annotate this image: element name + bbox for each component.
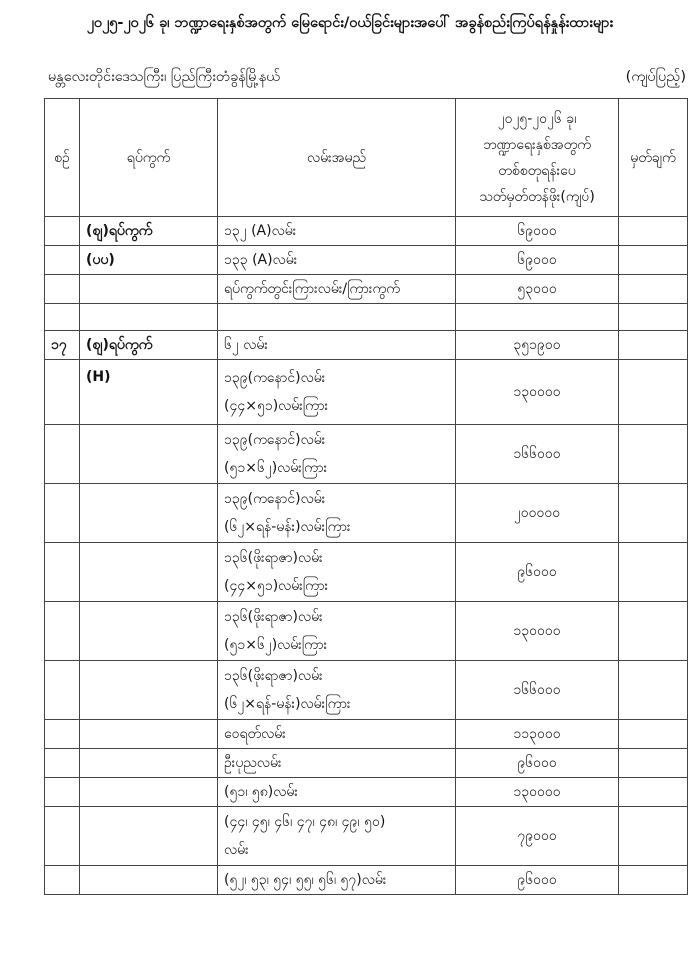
street-line: (၆၂×ရန်-မန်း)လမ်းကြား <box>224 696 351 712</box>
cell-no <box>45 425 80 484</box>
cell-no <box>45 661 80 720</box>
cell-street <box>218 425 456 484</box>
street-line: လမ်း <box>224 842 249 858</box>
cell-no <box>45 749 80 778</box>
cell-quarter: (ပပ) <box>80 246 218 275</box>
cell-no <box>45 778 80 807</box>
table-row <box>45 425 688 484</box>
cell-quarter: (စျ)ရပ်ကွက် <box>80 331 218 360</box>
table-row <box>45 807 688 866</box>
cell-rate: ၁၃၀၀၀၀ <box>456 602 619 661</box>
table-row <box>45 304 688 331</box>
header-rate-line: ဘဏ္ဍာရေးနှစ်အတွက် <box>483 136 591 153</box>
header-quarter: ရပ်ကွက် <box>80 99 218 217</box>
header-rate-line: သတ်မှတ်တန်ဖိုး(ကျပ်) <box>479 188 595 205</box>
cell-remark <box>619 425 688 484</box>
cell-rate: ၂၀၀၀၀၀ <box>456 484 619 543</box>
cell-no <box>45 720 80 749</box>
cell-rate: ၁၆၆၀၀၀ <box>456 661 619 720</box>
subheading <box>48 68 686 89</box>
cell-no <box>45 543 80 602</box>
cell-quarter <box>80 304 218 331</box>
table-row <box>45 275 688 304</box>
street-line: ၁၃၆(ဖိုးရာဇာ)လမ်း <box>224 609 323 625</box>
street-line: (၄၄×၅၁)လမ်းကြား <box>224 578 329 594</box>
cell-street <box>218 360 456 425</box>
cell-no <box>45 275 80 304</box>
street-line: ၁၃၉(ကနောင်)လမ်း <box>224 491 326 507</box>
unit-label: (ကျပ်ပြည့်) <box>625 69 686 85</box>
cell-street <box>218 602 456 661</box>
header-street: လမ်းအမည် <box>218 99 456 217</box>
header-rate-line: ၂၀၂၅-၂၀၂၆ ခု၊ <box>497 110 577 127</box>
table-row <box>45 602 688 661</box>
cell-remark <box>619 331 688 360</box>
rates-table <box>44 98 688 895</box>
cell-street: ဝေရတ်လမ်း <box>218 720 456 749</box>
cell-rate: ၆၉၀၀၀ <box>456 246 619 275</box>
table-header-row <box>45 99 688 217</box>
cell-street: ၁၃၂ (A)လမ်း <box>218 217 456 246</box>
cell-quarter <box>80 720 218 749</box>
header-remark: မှတ်ချက် <box>619 99 688 217</box>
table-row <box>45 484 688 543</box>
cell-remark <box>619 543 688 602</box>
cell-street <box>218 304 456 331</box>
header-no: စဉ် <box>45 99 80 217</box>
street-line: ၁၃၉(ကနောင်)လမ်း <box>224 370 326 386</box>
cell-quarter <box>80 543 218 602</box>
table-row <box>45 360 688 425</box>
cell-remark <box>619 778 688 807</box>
cell-street: (၅၁၊ ၅၈)လမ်း <box>218 778 456 807</box>
cell-street: ဦးပုညလမ်း <box>218 749 456 778</box>
cell-street <box>218 661 456 720</box>
table-row <box>45 749 688 778</box>
cell-street: (၅၂၊ ၅၃၊ ၅၄၊ ၅၅၊ ၅၆၊ ၅၇)လမ်း <box>218 866 456 895</box>
cell-quarter: (စျ)ရပ်ကွက် <box>80 217 218 246</box>
document-title: ၂၀၂၅-၂၀၂၆ ခု၊ ဘဏ္ဍာရေးနှစ်အတွက် မြေရောင်း/ဝယ်ခြင်းများအပေါ် အခွန်စည်းကြပ်ရန်နှုန်းထားများ <box>86 15 614 31</box>
street-line: (၆၂×ရန်-မန်း)လမ်းကြား <box>224 519 351 535</box>
table-row <box>45 866 688 895</box>
cell-rate: ၁၆၆၀၀၀ <box>456 425 619 484</box>
cell-quarter: (H) <box>80 360 218 425</box>
cell-quarter <box>80 425 218 484</box>
cell-street <box>218 543 456 602</box>
location-label: မန္တလေးတိုင်းဒေသကြီး၊ ပြည်ကြီးတံခွန်မြို့နယ် <box>48 69 281 85</box>
cell-rate: ၉၆၀၀၀ <box>456 543 619 602</box>
cell-no <box>45 217 80 246</box>
cell-remark <box>619 602 688 661</box>
cell-remark <box>619 360 688 425</box>
cell-rate: ၁၁၃၀၀၀ <box>456 720 619 749</box>
header-rate-line: တစ်စတုရန်းပေ <box>498 162 576 179</box>
cell-quarter <box>80 749 218 778</box>
street-line: (၄၄×၅၁)လမ်းကြား <box>224 398 329 414</box>
table-row <box>45 661 688 720</box>
cell-quarter <box>80 661 218 720</box>
cell-rate: ၉၆၀၀၀ <box>456 749 619 778</box>
cell-remark <box>619 246 688 275</box>
street-line: ၁၃၆(ဖိုးရာဇာ)လမ်း <box>224 668 323 684</box>
cell-remark <box>619 275 688 304</box>
table-row <box>45 543 688 602</box>
cell-quarter <box>80 484 218 543</box>
cell-no <box>45 807 80 866</box>
cell-remark <box>619 484 688 543</box>
street-line: (၅၁×၆၂)လမ်းကြား <box>224 637 328 653</box>
table-row <box>45 246 688 275</box>
cell-street <box>218 807 456 866</box>
cell-rate <box>456 304 619 331</box>
cell-no <box>45 602 80 661</box>
cell-quarter <box>80 275 218 304</box>
cell-quarter <box>80 602 218 661</box>
table-row <box>45 778 688 807</box>
street-line: ၁၃၆(ဖိုးရာဇာ)လမ်း <box>224 550 323 566</box>
cell-remark <box>619 866 688 895</box>
cell-no <box>45 484 80 543</box>
cell-rate: ၉၆၀၀၀ <box>456 866 619 895</box>
cell-no: ၁၇ <box>45 331 80 360</box>
cell-no <box>45 304 80 331</box>
cell-street: ၁၃၃ (A)လမ်း <box>218 246 456 275</box>
cell-quarter <box>80 866 218 895</box>
street-line: ၁၃၉(ကနောင်)လမ်း <box>224 432 326 448</box>
cell-remark <box>619 661 688 720</box>
cell-rate: ၃၅၁၉၀၀ <box>456 331 619 360</box>
street-line: (၅၁×၆၂)လမ်းကြား <box>224 460 328 476</box>
cell-remark <box>619 807 688 866</box>
table-row <box>45 720 688 749</box>
cell-rate: ၅၃၀၀၀ <box>456 275 619 304</box>
cell-remark <box>619 720 688 749</box>
table-row <box>45 331 688 360</box>
cell-street: ၆၂ လမ်း <box>218 331 456 360</box>
cell-remark <box>619 217 688 246</box>
table-row <box>45 217 688 246</box>
cell-street: ရပ်ကွက်တွင်းကြားလမ်း/ကြားကွက် <box>218 275 456 304</box>
cell-remark <box>619 304 688 331</box>
cell-remark <box>619 749 688 778</box>
cell-rate: ၁၃၀၀၀၀ <box>456 360 619 425</box>
cell-rate: ၇၉၀၀၀ <box>456 807 619 866</box>
cell-quarter <box>80 778 218 807</box>
cell-rate: ၆၉၀၀၀ <box>456 217 619 246</box>
cell-quarter <box>80 807 218 866</box>
cell-rate: ၁၃၀၀၀၀ <box>456 778 619 807</box>
cell-no <box>45 246 80 275</box>
street-line: (၄၄၊ ၄၅၊ ၄၆၊ ၄၇၊ ၄၈၊ ၄၉၊ ၅၀) <box>224 814 386 830</box>
cell-no <box>45 360 80 425</box>
cell-no <box>45 866 80 895</box>
header-rate <box>456 99 619 217</box>
cell-street <box>218 484 456 543</box>
